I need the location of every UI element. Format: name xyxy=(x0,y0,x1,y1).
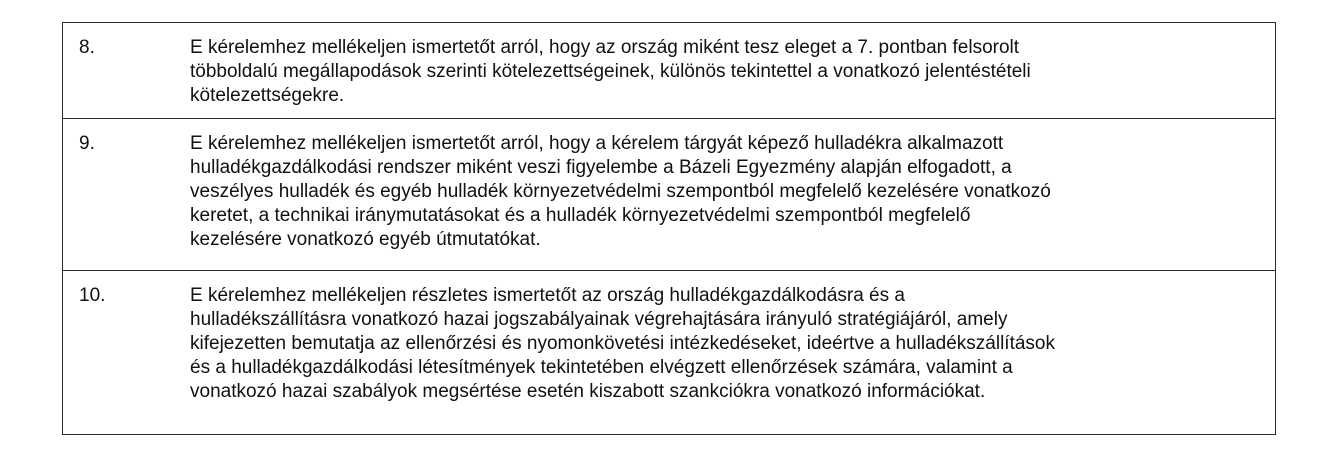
text-line: E kérelemhez mellékeljen ismertetőt arról, hogy a kérelem tárgyát képező hulladékra alkalmazott xyxy=(190,133,1004,154)
text-line: és a hulladékgazdálkodási létesítmények tekintetében elvégzett ellenőrzések számára, valamint a xyxy=(190,357,1013,378)
row-text xyxy=(190,271,1275,434)
text-line: hulladékgazdálkodási rendszer miként veszi figyelembe a Bázeli Egyezmény alapján elfogadott, a xyxy=(190,157,1012,178)
row-text xyxy=(190,119,1275,270)
row-number: 9. xyxy=(79,133,95,154)
text-line: E kérelemhez mellékeljen ismertetőt arról, hogy az ország miként tesz eleget a 7. pontban felsorolt xyxy=(190,37,1020,58)
text-line: E kérelemhez mellékeljen részletes ismertetőt az ország hulladékgazdálkodásra és a xyxy=(190,285,905,306)
table-row xyxy=(63,23,1275,119)
text-line: vonatkozó hazai szabályok megsértése esetén kiszabott szankciókra vonatkozó információkat. xyxy=(190,381,986,402)
text-line: kifejezetten bemutatja az ellenőrzési és nyomonkövetési intézkedéseket, ideértve a hulladékszállítások xyxy=(190,333,1055,354)
row-text xyxy=(190,23,1275,118)
text-line: hulladékszállításra vonatkozó hazai jogszabályainak végrehajtására irányuló stratégiájáról, amely xyxy=(190,309,1008,330)
text-line: kötelezettségekre. xyxy=(190,85,345,106)
row-number: 10. xyxy=(79,285,106,306)
table-row xyxy=(63,271,1275,434)
text-line: veszélyes hulladék és egyéb hulladék környezetvédelmi szempontból megfelelő kezelésére vonatkozó xyxy=(190,181,1051,202)
text-line: keretet, a technikai iránymutatásokat és a hulladék környezetvédelmi szempontból megfelelő xyxy=(190,205,971,226)
text-line: kezelésére vonatkozó egyéb útmutatókat. xyxy=(190,229,541,250)
table-row xyxy=(63,119,1275,271)
row-number: 8. xyxy=(79,37,95,58)
requirements-table xyxy=(62,22,1276,435)
text-line: többoldalú megállapodások szerinti kötelezettségeinek, különös tekintettel a vonatkozó jelentéstételi xyxy=(190,61,1031,82)
